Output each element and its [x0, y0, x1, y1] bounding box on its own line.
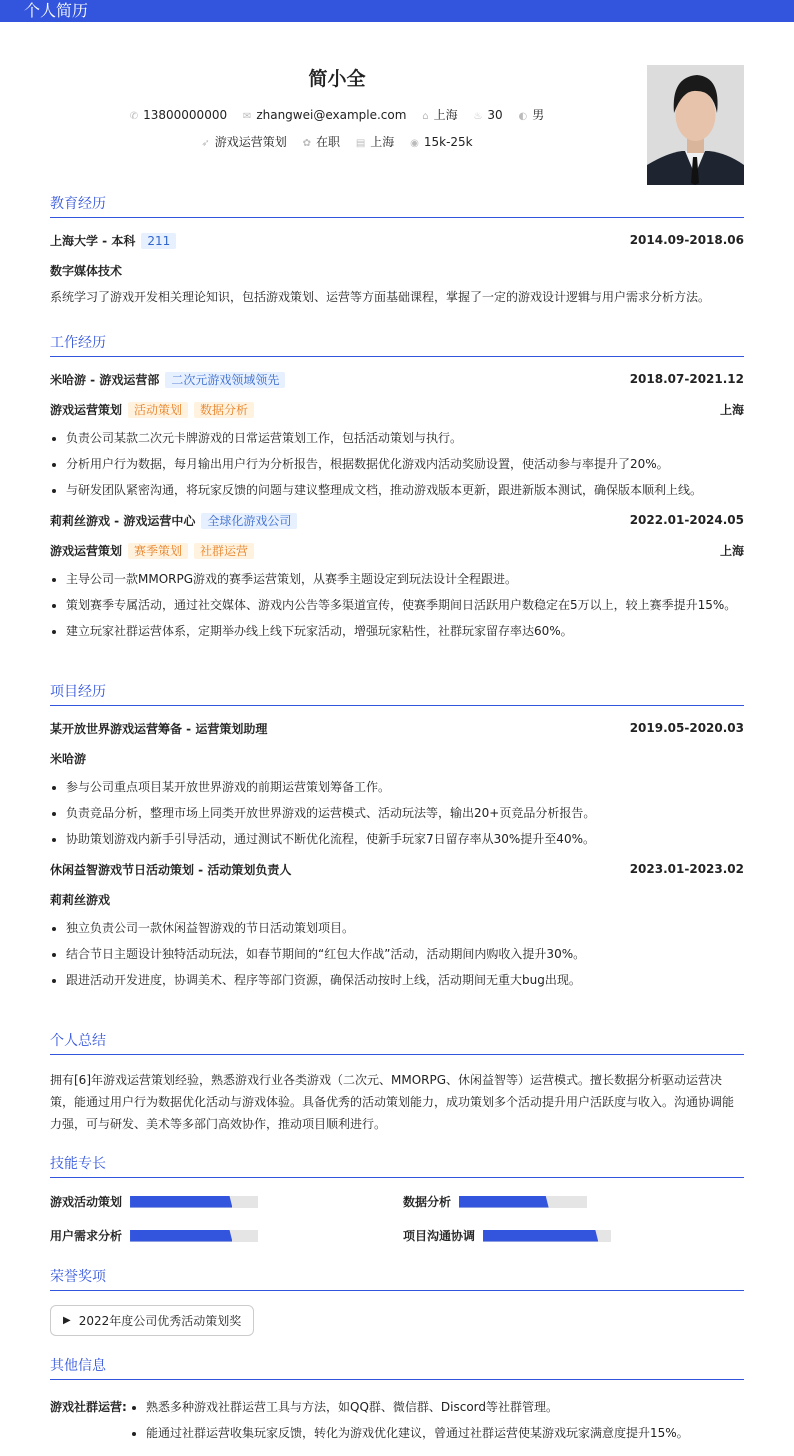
role-tag: 数据分析	[194, 402, 254, 418]
salary: 15k-25k	[423, 135, 473, 149]
skill-fill	[483, 1230, 598, 1242]
work-item	[50, 371, 744, 498]
school: 上海大学 - 本科	[50, 233, 136, 248]
gender-icon: ◐	[518, 111, 528, 122]
profile-photo	[647, 65, 744, 185]
section-title: 教育经历	[50, 193, 744, 218]
list-item: 主导公司一款MMORPG游戏的赛季运营策划，从赛季主题设定到玩法设计全程跟进。	[50, 572, 744, 587]
skill-fill	[130, 1230, 232, 1242]
education-section	[50, 193, 744, 308]
skill-item	[403, 1227, 611, 1244]
skill-item	[50, 1193, 258, 1210]
list-item: 负责竞品分析，整理市场上同类开放世界游戏的运营模式、活动玩法等，输出20+页竞品分析报告。	[50, 806, 744, 821]
list-item: 协助策划游戏内新手引导活动，通过测试不断优化流程，使新手玩家7日留存率从30%提升至40%。	[50, 832, 744, 847]
skills-section	[50, 1153, 744, 1253]
candidate-name: 简小全	[308, 68, 366, 90]
list-item: 参与公司重点项目某开放世界游戏的前期运营策划筹备工作。	[50, 780, 744, 795]
skill-item	[50, 1227, 258, 1244]
company: 莉莉丝游戏 - 游戏运营中心	[50, 513, 196, 528]
award-item[interactable]	[50, 1305, 254, 1336]
section-title: 技能专长	[50, 1153, 744, 1178]
caret-right-icon: ▶	[63, 1315, 71, 1326]
list-item: 策划赛季专属活动，通过社交媒体、游戏内公告等多渠道宣传，使赛季期间日活跃用户数稳定在5万以上，较上赛季提升15%。	[50, 598, 744, 613]
date: 2018.07-2021.12	[629, 372, 744, 386]
app-title: 个人简历	[0, 0, 794, 22]
company: 米哈游 - 游戏运营部	[50, 372, 160, 387]
date: 2022.01-2024.05	[629, 513, 744, 527]
section-title: 其他信息	[50, 1355, 744, 1380]
skill-bar	[459, 1196, 587, 1208]
work-section	[50, 332, 744, 650]
status: 在职	[315, 135, 340, 149]
section-title: 项目经历	[50, 681, 744, 706]
project-item	[50, 720, 744, 847]
other-section	[50, 1355, 744, 1452]
list-item: 熟悉多种游戏社群运营工具与方法，如QQ群、微信群、Discord等社群管理。	[130, 1400, 689, 1415]
list-item: 结合节日主题设计独特活动玩法，如春节期间的“红包大作战”活动，活动期间内购收入提升30%。	[50, 947, 744, 962]
section-title: 工作经历	[50, 332, 744, 357]
skill-name: 项目沟通协调	[403, 1229, 476, 1243]
list-item: 能通过社群运营收集玩家反馈，转化为游戏优化建议，曾通过社群运营使某游戏玩家满意度提升15%。	[130, 1426, 689, 1441]
awards-section	[50, 1266, 744, 1336]
skill-bar	[130, 1196, 258, 1208]
salary-icon: ◉	[410, 138, 419, 149]
role-tag: 社群运营	[194, 543, 254, 559]
role-tag: 赛季策划	[128, 543, 188, 559]
job-row	[0, 133, 674, 150]
skill-name: 游戏活动策划	[50, 1195, 123, 1209]
date: 2023.01-2023.02	[629, 862, 744, 876]
mail-icon: ✉	[242, 111, 252, 122]
summary-section	[50, 1030, 744, 1135]
skill-bar	[130, 1230, 258, 1242]
city: 上海	[719, 402, 744, 417]
skill-name: 数据分析	[403, 1195, 452, 1209]
phone-icon: ✆	[129, 111, 139, 122]
status-icon: ✿	[302, 138, 311, 149]
org: 莉莉丝游戏	[50, 892, 111, 907]
gender: 男	[532, 108, 545, 122]
company-tag: 全球化游戏公司	[201, 513, 297, 529]
skill-name: 用户需求分析	[50, 1229, 123, 1243]
project-name: 休闲益智游戏节日活动策划 - 活动策划负责人	[50, 862, 292, 877]
home-icon: ⌂	[422, 111, 429, 122]
list-item: 分析用户行为数据，每月输出用户行为分析报告，根据数据优化游戏内活动奖励设置，使活动参与率提升了20%。	[50, 457, 744, 472]
role-tag: 活动策划	[128, 402, 188, 418]
section-title: 荣誉奖项	[50, 1266, 744, 1291]
work-item	[50, 512, 744, 639]
summary-text: 拥有[6]年游戏运营策划经验，熟悉游戏行业各类游戏（二次元、MMORPG、休闲益智等）运营模式。擅长数据分析驱动运营决策，能通过用户行为数据优化活动与游戏体验。具备优秀的活动策划能力，成功策划多个活动提升用户活跃度与收入。沟通协调能力强，可与研发、美术等多部门高效协作，推动项目顺利进行。	[50, 1073, 735, 1131]
profile-header	[0, 22, 794, 182]
date: 2014.09-2018.06	[629, 233, 744, 247]
section-title: 个人总结	[50, 1030, 744, 1055]
cake-icon: ♨	[473, 111, 483, 122]
date: 2019.05-2020.03	[629, 721, 744, 735]
org: 米哈游	[50, 751, 87, 766]
position: 游戏运营策划	[214, 135, 287, 149]
award-name: 2022年度公司优秀活动策划奖	[78, 1314, 242, 1328]
role: 游戏运营策划	[50, 543, 123, 558]
skill-fill	[459, 1196, 549, 1208]
skill-fill	[130, 1196, 232, 1208]
project-name: 某开放世界游戏运营筹备 - 运营策划助理	[50, 721, 268, 736]
company-tag: 二次元游戏领域领先	[165, 372, 285, 388]
other-label: 游戏社群运营:	[50, 1400, 127, 1414]
email[interactable]: zhangwei@example.com	[256, 108, 407, 122]
school-tag: 211	[141, 233, 176, 249]
work-city: 上海	[370, 135, 395, 149]
building-icon: ▤	[355, 138, 366, 149]
city: 上海	[719, 543, 744, 558]
phone: 13800000000	[143, 108, 228, 122]
major: 数字媒体技术	[50, 263, 123, 278]
education-desc: 系统学习了游戏开发相关理论知识，包括游戏策划、运营等方面基础课程，掌握了一定的游戏设计逻辑与用户需求分析方法。	[50, 290, 711, 304]
send-icon: ➶	[201, 138, 210, 149]
age: 30	[487, 108, 503, 122]
list-item: 跟进活动开发进度，协调美术、程序等部门资源，确保活动按时上线，活动期间无重大bug出现。	[50, 973, 744, 988]
skill-bar	[483, 1230, 611, 1242]
contact-row	[0, 106, 674, 123]
list-item: 负责公司某款二次元卡牌游戏的日常运营策划工作，包括活动策划与执行。	[50, 431, 744, 446]
skill-item	[403, 1193, 587, 1210]
role: 游戏运营策划	[50, 402, 123, 417]
list-item: 独立负责公司一款休闲益智游戏的节日活动策划项目。	[50, 921, 744, 936]
project-item	[50, 861, 744, 988]
list-item: 建立玩家社群运营体系，定期举办线上线下玩家活动，增强玩家粘性，社群玩家留存率达60%。	[50, 624, 744, 639]
list-item: 与研发团队紧密沟通，将玩家反馈的问题与建议整理成文档，推动游戏版本更新，跟进新版本测试，确保版本顺利上线。	[50, 483, 744, 498]
projects-section	[50, 681, 744, 999]
city: 上海	[433, 108, 458, 122]
